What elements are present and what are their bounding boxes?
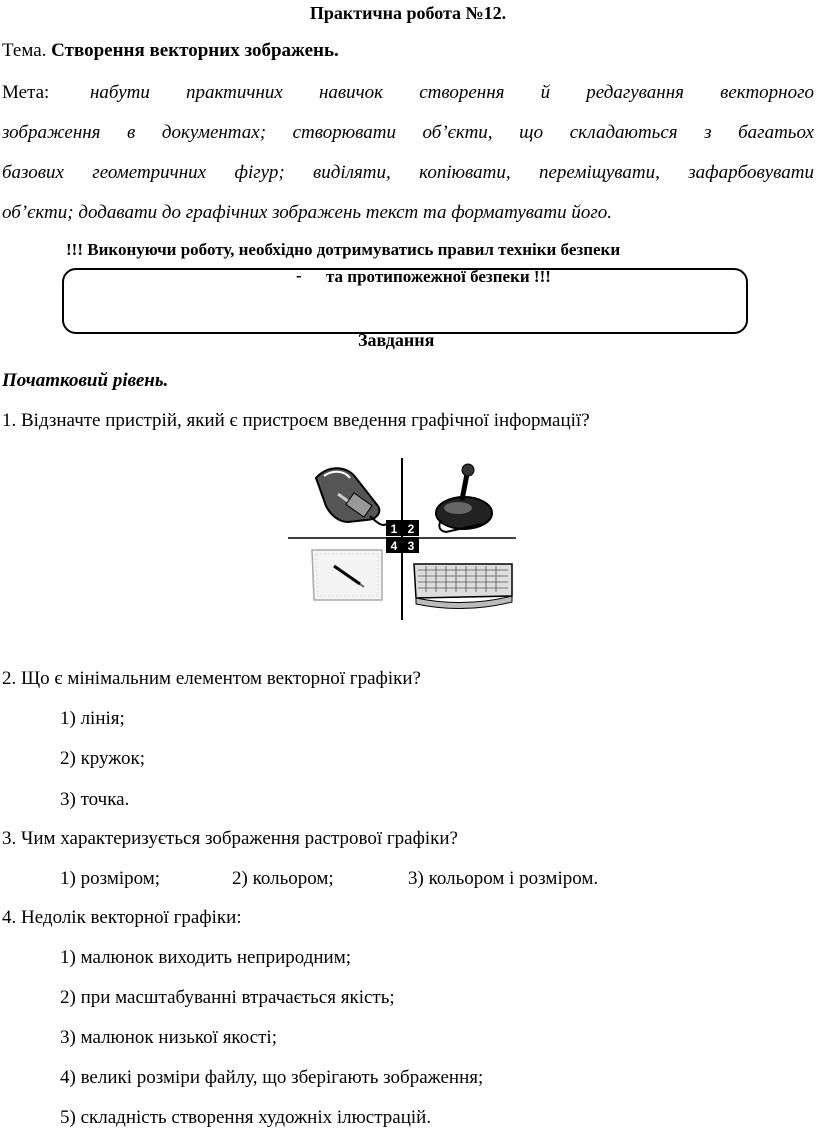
q4-option-2: 2) при масштабуванні втрачається якість; bbox=[60, 987, 395, 1008]
goal-line-2: зображення в документах; створювати об’єкти, що складаються з багатьох bbox=[2, 122, 814, 143]
number-box-3 bbox=[403, 537, 419, 553]
q2-option-2: 2) кружок; bbox=[60, 748, 145, 769]
scanner-icon bbox=[316, 468, 386, 525]
graphics-tablet-icon bbox=[312, 550, 382, 600]
q2-option-3: 3) точка. bbox=[60, 789, 130, 810]
question-3: 3. Чим характеризується зображення растрової графіки? bbox=[2, 828, 458, 849]
number-box-4 bbox=[386, 537, 402, 553]
svg-text:1: 1 bbox=[390, 522, 398, 536]
topic-value: Створення векторних зображень. bbox=[51, 40, 339, 61]
q3-option-1: 1) розміром; bbox=[60, 868, 161, 889]
q4-option-5: 5) складність створення художніх ілюстрацій. bbox=[60, 1107, 432, 1128]
q3-option-2: 2) кольором; bbox=[232, 868, 334, 889]
devices-figure bbox=[286, 458, 518, 620]
svg-text:2: 2 bbox=[407, 522, 415, 536]
question-4: 4. Недолік векторної графіки: bbox=[2, 907, 242, 928]
tasks-heading: Завдання bbox=[358, 330, 435, 350]
keyboard-icon bbox=[414, 564, 512, 609]
q4-option-3: 3) малюнок низької якості; bbox=[60, 1027, 277, 1048]
topic-line bbox=[2, 40, 339, 62]
q3-option-3: 3) кольором і розміром. bbox=[408, 868, 599, 889]
number-box-2 bbox=[403, 520, 419, 536]
safety-line-2: та протипожежної безпеки !!! bbox=[326, 267, 551, 286]
svg-text:3: 3 bbox=[407, 539, 415, 553]
svg-text:4: 4 bbox=[390, 539, 398, 553]
number-box-1 bbox=[386, 520, 402, 536]
safety-line-1: !!! Виконуючи роботу, необхідно дотримуватись правил техніки безпеки bbox=[66, 240, 621, 259]
q2-option-1: 1) лінія; bbox=[60, 708, 125, 729]
goal-line-1: набути практичних навичок створення й редагування векторного bbox=[90, 82, 814, 103]
goal-line-3: базових геометричних фігур; виділяти, копіювати, переміщувати, зафарбовувати bbox=[2, 162, 814, 183]
q4-option-4: 4) великі розміри файлу, що зберігають зображення; bbox=[60, 1067, 484, 1088]
level-heading: Початковий рівень. bbox=[2, 370, 169, 391]
question-1: 1. Відзначте пристрій, який є пристроєм введення графічної інформації? bbox=[2, 410, 590, 431]
joystick-icon bbox=[436, 464, 492, 532]
q4-option-1: 1) малюнок виходить неприродним; bbox=[60, 947, 352, 968]
topic-label: Тема. bbox=[2, 40, 47, 61]
safety-dash: - bbox=[296, 266, 302, 285]
page-title: Практична робота №12. bbox=[309, 3, 507, 23]
question-2: 2. Що є мінімальним елементом векторної графіки? bbox=[2, 668, 421, 689]
goal-line-4: об’єкти; додавати до графічних зображень текст та форматувати його. bbox=[2, 202, 613, 223]
goal-label: Мета: bbox=[2, 82, 50, 103]
